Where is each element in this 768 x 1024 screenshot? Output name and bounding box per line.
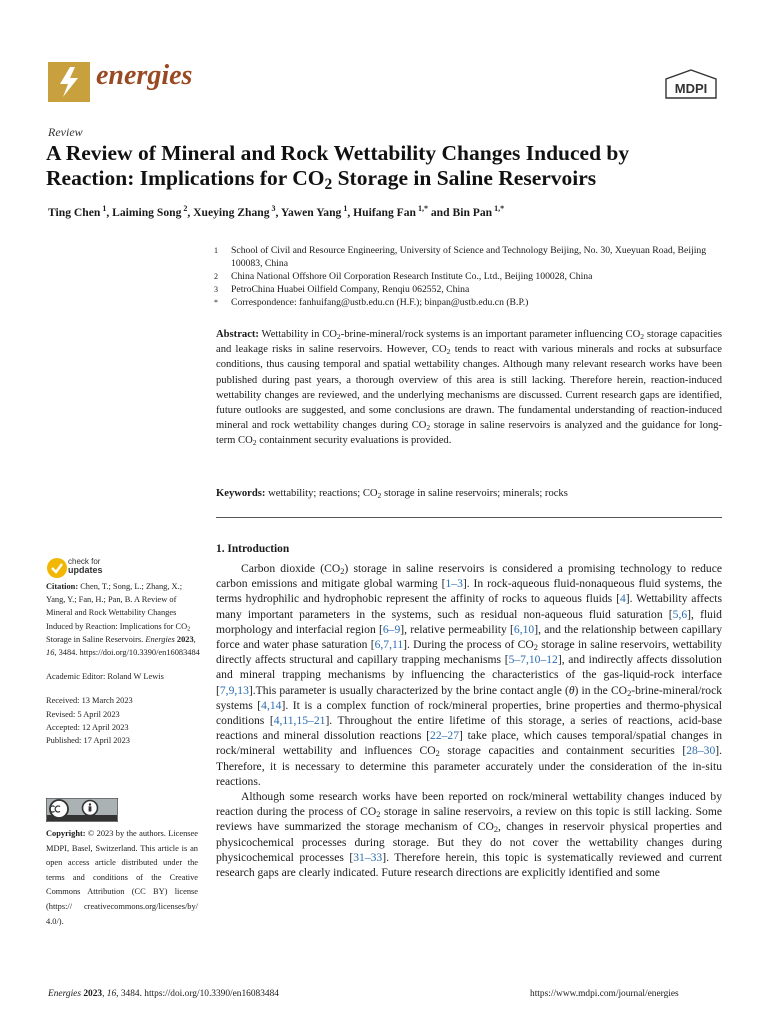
- affiliation-item: [214, 270, 734, 283]
- subscript: 2: [187, 626, 191, 633]
- text-run: storage in saline reservoirs is analyzed and the guidance for long-term CO: [216, 420, 722, 447]
- affiliation-number: *: [214, 298, 218, 307]
- text-run: ], and the relationship between capillary force and water phase saturation [: [216, 622, 722, 652]
- copyright-text: © 2023 by the authors. Licensee MDPI, Basel, Switzerland. This article is an open access article distributed under the terms and conditions of the Creative Commons Attribution (CC BY) license (https:// creativecommons.org/licenses/by/ 4.0/).: [46, 829, 198, 926]
- reference-link[interactable]: 5,6: [672, 607, 688, 621]
- intro-paragraph: [216, 561, 722, 789]
- affiliation-text: China National Offshore Oil Corporation Research Institute Co., Ltd., Beijing 100028, China: [231, 271, 593, 282]
- italic-run: 16: [46, 648, 55, 658]
- text-run: ]. Therefore herein, this topic is systematically reviewed and current research gaps are clearly indicated. Future research directions are explicitly identified and some: [216, 850, 722, 880]
- text-run: ,: [193, 634, 196, 644]
- text-run: Wettability in CO: [258, 329, 337, 340]
- text-run: storage in saline reservoirs, wettability directly affects structural and capillary trapping mechanisms [: [216, 638, 723, 667]
- text-run: ] take place, which causes temporal/spatial changes in rock/mineral wettability and influences CO: [216, 729, 722, 758]
- mdpi-logo[interactable]: [664, 69, 718, 99]
- affiliation-text: School of Civil and Resource Engineering, University of Science and Technology Beijing, No. 30, Xueyuan Road, Beijing 100083, China: [231, 245, 707, 269]
- introduction-body: [216, 561, 722, 880]
- reference-link[interactable]: 7,9,13: [219, 683, 249, 697]
- footer-doi[interactable]: , 3484. https://doi.org/10.3390/en16083484: [116, 989, 279, 999]
- received-date: Received: 13 March 2023: [46, 696, 133, 706]
- text-run: ) storage in saline reservoirs is considered a promising technology to reduce carbon emissions and mitigate global warming [: [216, 562, 722, 591]
- affiliation-text: Correspondence: fanhuifang@ustb.edu.cn (H.F.); binpan@ustb.edu.cn (B.P.): [231, 297, 529, 308]
- keywords-label: Keywords:: [216, 488, 266, 499]
- author-name[interactable]: Huifang Fan: [353, 205, 416, 219]
- text-run: -brine-mineral/rock systems is an important parameter influencing CO: [340, 329, 641, 340]
- keywords: [216, 486, 722, 501]
- published-date: Published: 17 April 2023: [46, 736, 130, 746]
- article-info-sidebar: [46, 580, 202, 747]
- text-run: storage in saline reservoirs; minerals; rocks: [381, 488, 568, 499]
- citation-label: Citation:: [46, 582, 79, 591]
- bold-run: 2023: [174, 634, 194, 644]
- citation: [46, 580, 202, 659]
- author-affiliation-mark: 2: [181, 204, 188, 213]
- journal-name[interactable]: energies: [96, 60, 193, 91]
- abstract-label: Abstract:: [216, 329, 259, 340]
- reference-link[interactable]: 22–27: [430, 729, 460, 743]
- reference-link[interactable]: 6,10: [513, 622, 535, 636]
- text-run: ], fluid morphology and interfacial region [: [216, 607, 722, 636]
- text-run: wettability; reactions; CO: [265, 488, 378, 499]
- title-line-2-post: Storage in Saline Reservoirs: [332, 166, 597, 190]
- subscript: 2: [493, 825, 499, 835]
- footer-volume: 16: [106, 989, 117, 999]
- subscript: 2: [377, 490, 382, 500]
- author-name[interactable]: Bin Pan: [452, 205, 493, 219]
- text-run: -brine-mineral/rock systems [: [216, 683, 723, 712]
- text-run: Storage in Saline Reservoirs.: [46, 634, 146, 644]
- reference-link[interactable]: 31–33: [353, 850, 383, 864]
- author-name[interactable]: Yawen Yang: [280, 205, 342, 219]
- cc-by-license-badge[interactable]: [46, 798, 118, 822]
- article-type: Review: [48, 125, 83, 139]
- footer-journal: Energies: [48, 989, 81, 999]
- italic-run: Energies: [145, 634, 175, 644]
- author-affiliation-mark: 1: [341, 204, 348, 213]
- title-subscript: 2: [324, 175, 333, 193]
- abstract: [216, 327, 722, 449]
- reference-link[interactable]: 5–7,10–12: [508, 653, 558, 667]
- subscript: 2: [627, 688, 632, 698]
- author-list: Ting Chen $^1$, Laiming Song $^2$, Xueying Zhang $^3$, Yawen Yang $^1$, Huifang Fan $^{1,*}$ and Bin Pan $^{1,*}$: [48, 204, 505, 219]
- footer-year: 2023: [83, 989, 103, 999]
- author-name[interactable]: Xueying Zhang: [193, 205, 270, 219]
- author-affiliation-mark: 1,*: [492, 204, 505, 213]
- author-affiliation-mark: 1,*: [415, 204, 428, 213]
- reference-link[interactable]: 4,14: [261, 698, 282, 712]
- subscript: 2: [435, 749, 440, 759]
- affiliation-number: 1: [214, 246, 218, 255]
- reference-link[interactable]: 4,11,15–21: [273, 714, 326, 728]
- copyright-label: Copyright:: [46, 829, 86, 838]
- check-updates-icon: [46, 556, 68, 580]
- text-run: ) in the CO: [574, 683, 628, 697]
- affiliation-number: 2: [214, 272, 218, 281]
- subscript: 2: [336, 331, 341, 341]
- footer-journal-url[interactable]: https://www.mdpi.com/journal/energies: [530, 989, 679, 999]
- section-divider: [216, 517, 722, 518]
- accepted-date: Accepted: 12 April 2023: [46, 722, 129, 732]
- text-run: storage in saline reservoirs, a review on this topic is still lacking. Some reviews have summarized the storage mechanism of CO: [216, 805, 723, 834]
- title-line-1: A Review of Mineral and Rock Wettability Changes Induced by: [46, 141, 630, 165]
- reference-link[interactable]: 4: [619, 592, 626, 606]
- text-run: ]. During the process of CO: [403, 638, 534, 652]
- text-run: ], relative permeability [: [400, 622, 514, 636]
- text-run: ]. It is a complex function of rock/mineral properties, brine properties and thermo-physical conditions [: [216, 698, 722, 728]
- affiliation-item: [214, 283, 734, 296]
- affiliation-item: [214, 296, 734, 309]
- text-run: storage capacities and leakage risks in saline reservoirs. However, CO: [216, 329, 722, 356]
- check-updates-text: [68, 557, 103, 575]
- citation-text: [46, 582, 200, 657]
- subscript: 2: [252, 438, 257, 448]
- text-run: ]. Wettability affects many important parameters in the systems, such as residual non-aqueous fluid saturation [: [216, 592, 722, 621]
- copyright-notice: [46, 827, 198, 929]
- mdpi-logo-text: MDPI: [674, 81, 708, 96]
- text-run: tends to react with various minerals and rocks at subsurface conditions, thus causing temporal and spatial wettability changes. Although many relevant research works have been published during past years, a thorough overview of this area is still lacking. Therefore herein, reaction-induced wettability changes are reviewed, and the underlying mechanisms are discussed. Current research gaps are identified, future outlooks are suggested, and some conclusions are drawn. The fundamental understanding of reaction-induced mineral and rock wettability changes during CO: [216, 344, 722, 432]
- text-run: , 3484. https://doi.org/10.3390/en16083484: [54, 648, 200, 658]
- text-run: Carbon dioxide (CO: [241, 562, 341, 575]
- academic-editor: Academic Editor: Roland W Lewis: [46, 672, 164, 682]
- affiliation-item: [214, 244, 734, 270]
- text-run: ]. Therefore, it is necessary to determine this parameter accurately under the consideration of the in-situ reactions.: [216, 744, 722, 788]
- check-updates-line1: check for: [68, 557, 101, 566]
- section-heading-introduction: 1. Introduction: [216, 543, 290, 555]
- text-run: , changes in reservoir physical properties and physicochemical processes during storage. But they do not cover the wettability changes during physicochemical processes [: [216, 820, 722, 864]
- intro-paragraph: [216, 789, 722, 880]
- subscript: 2: [426, 423, 431, 433]
- title-line-2-pre: Reaction: Implications for CO: [46, 166, 325, 190]
- reference-link[interactable]: 6,7,11: [374, 638, 404, 652]
- text-run: storage capacities and containment securities [: [439, 744, 687, 758]
- reference-link[interactable]: 1–3: [445, 577, 463, 591]
- abstract-text: [216, 329, 722, 446]
- text-run: ]. Throughout the entire lifetime of this storage, a series of reactions, acid-base reactions and mineral dissolution reactions [: [216, 714, 722, 743]
- author-name[interactable]: Laiming Song: [112, 205, 182, 219]
- subscript: 2: [340, 567, 345, 577]
- journal-logo-icon: [48, 62, 90, 102]
- text-run: containment security evaluations is provided.: [256, 435, 452, 447]
- subscript: 2: [640, 331, 645, 341]
- article-title: [46, 141, 736, 191]
- keywords-text: [265, 488, 567, 499]
- author-name[interactable]: Ting Chen: [48, 205, 101, 219]
- author-affiliation-mark: 1: [100, 204, 107, 213]
- subscript: 2: [533, 643, 538, 653]
- affiliations: [214, 244, 734, 309]
- italic-run: θ: [568, 683, 575, 697]
- text-run: ]. In rock-aqueous fluid-nonaqueous fluid systems, the terms hydrophilic and hydrophobic represent the affinity of rocks to aqueous fluids [: [216, 577, 723, 606]
- reference-link[interactable]: 28–30: [686, 744, 716, 758]
- subscript: 2: [446, 347, 451, 357]
- revised-date: Revised: 5 April 2023: [46, 709, 120, 719]
- check-updates-line2: updates: [68, 565, 103, 575]
- text-run: ], and indirectly affects dissolution and mineral trapping mechanisms by influencing the characteristics of the gas-liquid-rock interface [: [216, 653, 722, 697]
- author-affiliation-mark: 3: [269, 204, 276, 213]
- text-run: ].This parameter is usually characterized by the brine contact angle (: [248, 683, 569, 697]
- text-run: Chen, T.; Song, L.; Zhang, X.; Yang, Y.; Fan, H.; Pan, B. A Review of Mineral and Rock Wettability Changes Induced by Reaction: Implications for CO: [46, 582, 188, 631]
- affiliation-number: 3: [214, 285, 218, 294]
- reference-link[interactable]: 6–9: [382, 622, 401, 636]
- text-run: Although some research works have been reported on rock/mineral wettability changes induced by reaction during the process of CO: [216, 790, 722, 819]
- affiliation-text: PetroChina Huabei Oilfield Company, Renqiu 062552, China: [231, 284, 470, 295]
- footer-citation: Energies 2023, 16, 3484. https://doi.org/10.3390/en16083484: [48, 989, 279, 999]
- subscript: 2: [376, 810, 381, 820]
